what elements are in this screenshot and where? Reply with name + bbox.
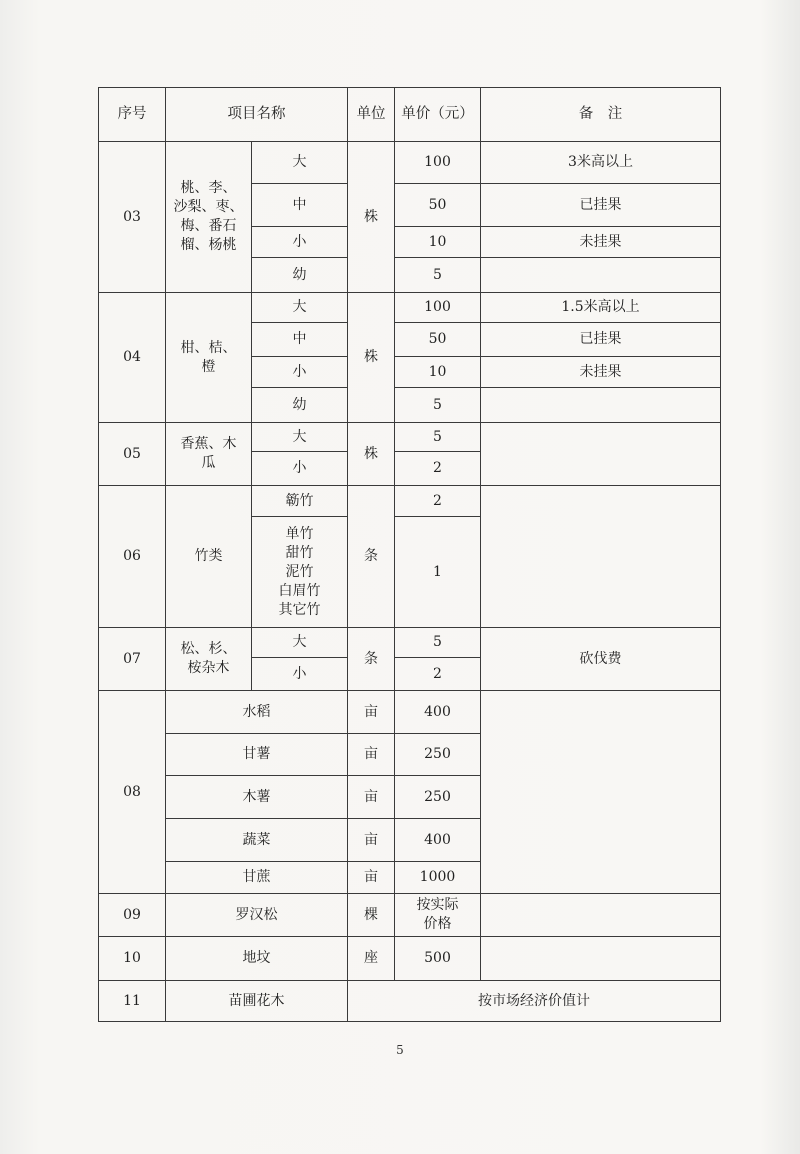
- item-name-cell: 罗汉松: [166, 894, 348, 937]
- remark-cell: 已挂果: [481, 323, 721, 357]
- seq-cell: 09: [99, 894, 166, 937]
- bamboo-type-cell: 簕竹: [252, 486, 348, 517]
- unit-cell: 亩: [348, 819, 395, 862]
- price-cell: 按实际 价格: [395, 894, 481, 937]
- seq-cell: 08: [99, 691, 166, 894]
- header-unit-price: 单价（元）: [395, 88, 481, 142]
- seq-cell: 11: [99, 981, 166, 1022]
- item-name-cell: 苗圃花木: [166, 981, 348, 1022]
- remark-cell: 3米高以上: [481, 142, 721, 184]
- item-name-cell: 香蕉、木 瓜: [166, 423, 252, 486]
- remark-cell: [481, 691, 721, 894]
- bamboo-type-cell: 单竹 甜竹 泥竹 白眉竹 其它竹: [252, 517, 348, 628]
- table-row: [99, 691, 721, 734]
- price-cell: 2: [395, 452, 481, 486]
- price-cell: 250: [395, 734, 481, 776]
- price-cell: 100: [395, 142, 481, 184]
- size-cell: 小: [252, 658, 348, 691]
- remark-cell: [481, 937, 721, 981]
- item-name-cell: 甘薯: [166, 734, 348, 776]
- item-name-cell: 甘蔗: [166, 862, 348, 894]
- remark-cell: [481, 388, 721, 423]
- table-header-row: [99, 88, 721, 142]
- item-name-cell: 桃、李、 沙梨、枣、 梅、番石 榴、杨桃: [166, 142, 252, 293]
- header-unit: 单位: [348, 88, 395, 142]
- unit-cell: 座: [348, 937, 395, 981]
- price-cell: 5: [395, 423, 481, 452]
- unit-cell: 亩: [348, 734, 395, 776]
- size-cell: 大: [252, 142, 348, 184]
- seq-cell: 04: [99, 293, 166, 423]
- price-cell: 5: [395, 388, 481, 423]
- market-value-note-cell: 按市场经济价值计: [348, 981, 721, 1022]
- price-cell: 2: [395, 658, 481, 691]
- unit-cell: 亩: [348, 776, 395, 819]
- table-row: [99, 293, 721, 323]
- remark-cell: 未挂果: [481, 227, 721, 258]
- table-row: [99, 628, 721, 658]
- seq-cell: 05: [99, 423, 166, 486]
- price-cell: 1: [395, 517, 481, 628]
- item-name-cell: 竹类: [166, 486, 252, 628]
- unit-cell: 条: [348, 486, 395, 628]
- seq-cell: 10: [99, 937, 166, 981]
- price-cell: 2: [395, 486, 481, 517]
- remark-cell: [481, 486, 721, 628]
- size-cell: 大: [252, 423, 348, 452]
- size-cell: 小: [252, 357, 348, 388]
- size-cell: 幼: [252, 388, 348, 423]
- remark-cell: 砍伐费: [481, 628, 721, 691]
- remark-cell: 未挂果: [481, 357, 721, 388]
- size-cell: 幼: [252, 258, 348, 293]
- size-cell: 中: [252, 184, 348, 227]
- remark-cell: 1.5米高以上: [481, 293, 721, 323]
- compensation-price-table: [98, 87, 721, 1022]
- table-row: [99, 981, 721, 1022]
- price-cell: 400: [395, 691, 481, 734]
- seq-cell: 03: [99, 142, 166, 293]
- item-name-cell: 地坟: [166, 937, 348, 981]
- item-name-cell: 蔬菜: [166, 819, 348, 862]
- seq-cell: 06: [99, 486, 166, 628]
- price-cell: 10: [395, 357, 481, 388]
- size-cell: 中: [252, 323, 348, 357]
- remark-cell: [481, 258, 721, 293]
- price-cell: 1000: [395, 862, 481, 894]
- price-cell: 500: [395, 937, 481, 981]
- table-row: [99, 142, 721, 184]
- remark-cell: [481, 894, 721, 937]
- price-cell: 5: [395, 628, 481, 658]
- header-remark: 备 注: [481, 88, 721, 142]
- unit-cell: 亩: [348, 691, 395, 734]
- item-name-cell: 水稻: [166, 691, 348, 734]
- unit-cell: 株: [348, 142, 395, 293]
- page-number: 5: [396, 1043, 404, 1057]
- size-cell: 大: [252, 293, 348, 323]
- table-row: [99, 894, 721, 937]
- table-row: [99, 937, 721, 981]
- header-item-name: 项目名称: [166, 88, 348, 142]
- item-name-cell: 柑、桔、 橙: [166, 293, 252, 423]
- remark-cell: 已挂果: [481, 184, 721, 227]
- seq-cell: 07: [99, 628, 166, 691]
- price-cell: 250: [395, 776, 481, 819]
- unit-cell: 亩: [348, 862, 395, 894]
- price-cell: 50: [395, 323, 481, 357]
- price-cell: 50: [395, 184, 481, 227]
- item-name-cell: 木薯: [166, 776, 348, 819]
- price-cell: 10: [395, 227, 481, 258]
- size-cell: 小: [252, 452, 348, 486]
- table-row: [99, 423, 721, 452]
- unit-cell: 株: [348, 293, 395, 423]
- header-seq: 序号: [99, 88, 166, 142]
- remark-cell: [481, 423, 721, 486]
- unit-cell: 株: [348, 423, 395, 486]
- table-row: [99, 486, 721, 517]
- size-cell: 大: [252, 628, 348, 658]
- item-name-cell: 松、杉、 桉杂木: [166, 628, 252, 691]
- unit-cell: 棵: [348, 894, 395, 937]
- price-cell: 400: [395, 819, 481, 862]
- price-cell: 5: [395, 258, 481, 293]
- unit-cell: 条: [348, 628, 395, 691]
- price-cell: 100: [395, 293, 481, 323]
- size-cell: 小: [252, 227, 348, 258]
